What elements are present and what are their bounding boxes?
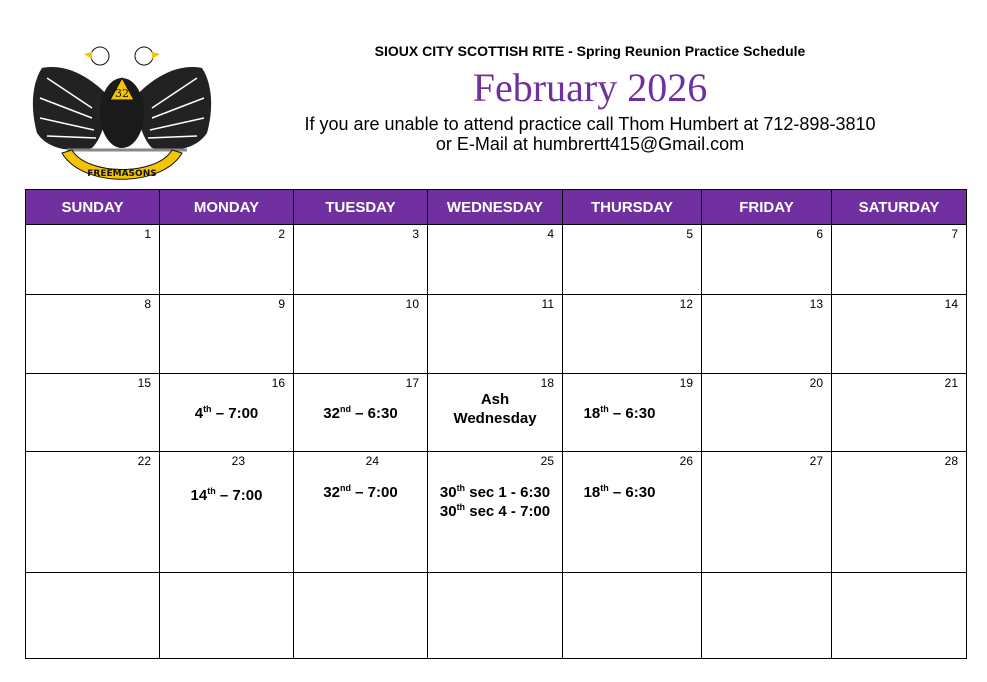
weekday-header: SATURDAY — [832, 190, 967, 225]
day-cell — [294, 452, 428, 573]
day-number: 21 — [944, 375, 958, 390]
day-number: 11 — [541, 297, 554, 312]
practice-event: 14th – 7:00 — [190, 486, 263, 505]
day-cell — [26, 373, 160, 451]
day-number: 13 — [809, 297, 823, 312]
day-cell — [26, 452, 160, 573]
contact-phone-line: If you are unable to attend practice call Thom Humbert at 712-898-3810 — [304, 114, 876, 134]
day-number: 16 — [271, 375, 285, 390]
day-cell — [294, 572, 428, 658]
weekday-header: FRIDAY — [702, 190, 832, 225]
week-row — [26, 572, 967, 658]
week-row — [26, 373, 967, 451]
day-number: 3 — [412, 227, 419, 241]
day-cell — [702, 452, 832, 573]
day-number: 18 — [540, 375, 554, 390]
practice-event: 18th – 6:30 — [583, 403, 656, 422]
day-number: 25 — [540, 454, 554, 469]
weekday-header-row — [26, 190, 967, 225]
day-cell — [294, 373, 428, 451]
day-cell — [702, 572, 832, 658]
day-cell — [294, 295, 428, 373]
day-number: 27 — [809, 454, 823, 469]
day-cell — [428, 452, 563, 573]
day-cell — [428, 295, 563, 373]
day-number: 5 — [686, 227, 693, 241]
day-cell — [160, 452, 294, 573]
day-cell — [563, 225, 702, 295]
org-title: SIOUX CITY SCOTTISH RITE - Spring Reunion Practice Schedule — [374, 43, 806, 59]
day-cell — [702, 225, 832, 295]
day-number: 26 — [679, 454, 693, 469]
day-cell — [294, 225, 428, 295]
day-number: 17 — [405, 375, 419, 390]
day-number: 7 — [951, 227, 958, 241]
day-number: 2 — [278, 227, 285, 241]
practice-event: 32nd – 7:00 — [323, 483, 398, 502]
day-cell — [702, 373, 832, 451]
weekday-header: SUNDAY — [26, 190, 160, 225]
practice-event: 4th – 7:00 — [194, 403, 259, 422]
practice-event: 18th – 6:30 — [583, 483, 656, 502]
day-number: 4 — [547, 227, 554, 241]
practice-event: 30th sec 1 - 6:30 — [439, 483, 551, 502]
day-number: 15 — [137, 375, 151, 390]
day-cell — [428, 572, 563, 658]
day-cell — [702, 295, 832, 373]
day-cell — [563, 572, 702, 658]
week-row — [26, 452, 967, 573]
day-number: 24 — [365, 454, 379, 469]
svg-text:FREEMASONS: FREEMASONS — [87, 169, 157, 179]
practice-event: 32nd – 6:30 — [323, 403, 398, 422]
contact-email-line: or E-Mail at humbrertt415@Gmail.com — [435, 134, 745, 154]
day-cell — [563, 295, 702, 373]
day-cell — [160, 295, 294, 373]
weekday-header: THURSDAY — [563, 190, 702, 225]
svg-text:32: 32 — [115, 87, 129, 100]
day-cell — [563, 373, 702, 451]
day-cell — [832, 572, 967, 658]
day-number: 10 — [405, 297, 419, 312]
month-title: February 2026 — [472, 65, 708, 110]
day-number: 22 — [137, 454, 151, 469]
week-row — [26, 225, 967, 295]
day-cell — [563, 452, 702, 573]
ash-wednesday-event: Ash Wednesday — [453, 390, 537, 427]
weekday-header: WEDNESDAY — [428, 190, 563, 225]
weekday-header: TUESDAY — [294, 190, 428, 225]
day-number: 28 — [944, 454, 958, 469]
day-number: 12 — [679, 297, 693, 312]
day-cell — [160, 373, 294, 451]
day-cell — [832, 373, 967, 451]
day-number: 23 — [231, 454, 245, 469]
day-number: 9 — [278, 297, 285, 312]
day-cell — [832, 452, 967, 573]
double-headed-eagle-logo — [22, 38, 222, 188]
day-cell — [832, 295, 967, 373]
day-number: 19 — [679, 375, 693, 390]
day-number: 14 — [944, 297, 958, 312]
weekday-header: MONDAY — [160, 190, 294, 225]
day-cell — [428, 225, 563, 295]
day-cell — [160, 572, 294, 658]
day-cell — [26, 225, 160, 295]
day-cell — [26, 572, 160, 658]
day-number: 20 — [809, 375, 823, 390]
practice-event: 30th sec 4 - 7:00 — [439, 502, 551, 521]
day-cell — [160, 225, 294, 295]
week-row — [26, 295, 967, 373]
day-number: 6 — [816, 227, 823, 241]
day-number: 1 — [144, 227, 151, 241]
calendar-grid — [25, 189, 967, 659]
day-cell — [832, 225, 967, 295]
day-number: 8 — [144, 297, 151, 312]
day-cell — [26, 295, 160, 373]
